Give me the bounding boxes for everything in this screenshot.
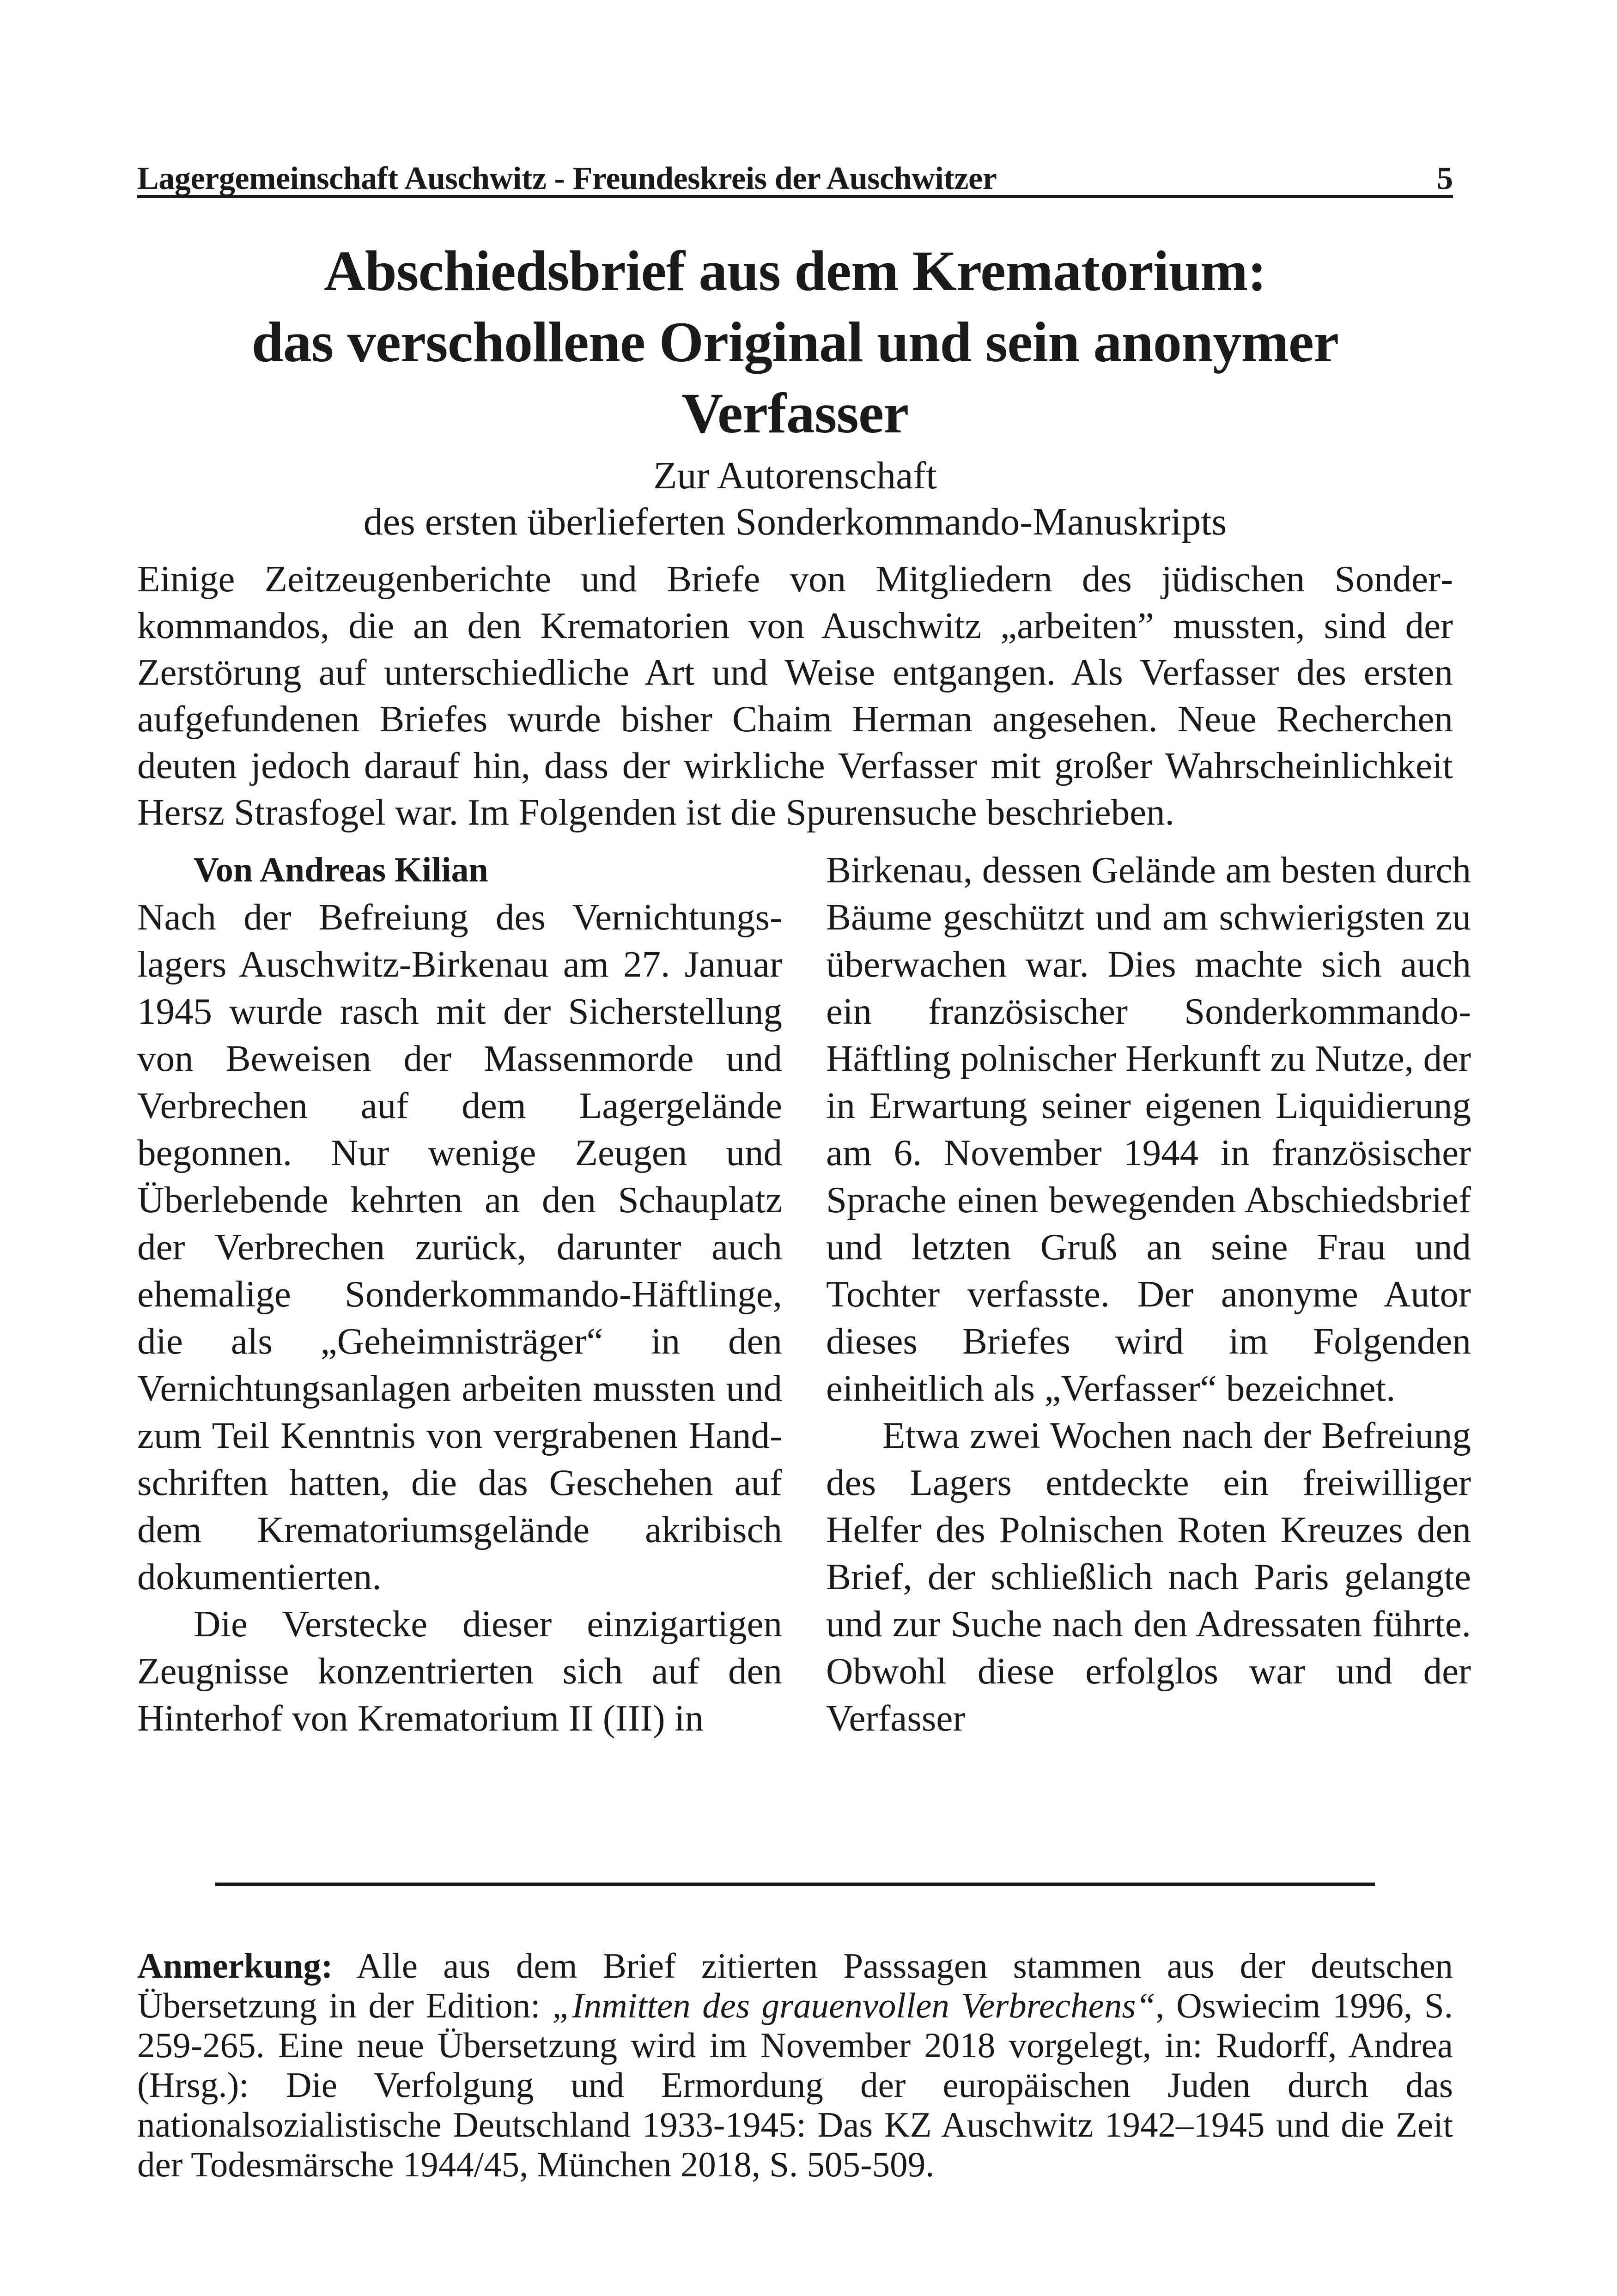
footnote-text: Alle aus dem Brief zitierten Passsagen stammen aus der deutschen Übersetzung in der Edition: — [137, 1946, 1453, 2025]
article-title — [137, 236, 1453, 449]
author-byline: Von Andreas Kilian — [194, 850, 488, 889]
lead-paragraph: Einige Zeitzeugenberichte und Briefe von Mitgliedern des jüdischen Sonderkommandos, die an den Krematorien von Auschwitz „arbeiten” mussten, sind der Zerstörung auf unterschiedliche Art und Weise entgangen. Als Verfasser des ersten aufgefundenen Briefes wurde bisher Chaim Herman angesehen. Neue Recherchen deuten jedoch darauf hin, dass der wirkliche Verfasser mit großer Wahrscheinlichkeit Hersz Strasfogel war. Im Folgenden ist die Spurensuche beschrieben. — [137, 558, 1453, 833]
body-paragraph: Die Verstecke dieser einzigartigen Zeugnisse konzentrierten sich auf den Hinterhof von Krematorium II (III) in — [137, 1603, 782, 1739]
page-number: 5 — [1437, 161, 1453, 196]
right-column — [826, 846, 1471, 1742]
article-subtitle-line-2: des ersten überlieferten Sonderkommando-Manuskripts — [363, 500, 1227, 543]
footnote-divider — [215, 1883, 1375, 1886]
article-title-line-1: Abschiedsbrief aus dem Krematorium: — [324, 239, 1266, 303]
left-column — [137, 846, 782, 1742]
article-title-line-2: das verschollene Original und sein anonymer Verfasser — [251, 310, 1339, 445]
article-subtitle — [137, 453, 1453, 545]
article-subtitle-line-1: Zur Autorenschaft — [653, 454, 937, 497]
running-header — [137, 163, 1453, 198]
body-paragraph: Etwa zwei Wochen nach der Befreiung des Lagers entdeckte ein freiwilliger Helfer des Polnischen Roten Kreuzes den Brief, der schließlich nach Paris gelangte und zur Suche nach den Adressaten führte. Obwohl diese erfolglos war und der Verfasser — [826, 1415, 1471, 1739]
footnote — [137, 1946, 1453, 2184]
body-paragraph: Birkenau, dessen Gelände am besten durch Bäume geschützt und am schwierigsten zu überwachen war. Dies machte sich auch ein französischer Sonderkommando-Häftling polnischer Herkunft zu Nutze, der in Erwartung seiner eigenen Liquidierung am 6. November 1944 in französischer Sprache einen bewegenden Abschiedsbrief und letzten Gruß an seine Frau und Tochter verfasste. Der anonyme Autor dieses Briefes wird im Folgenden einheitlich als „Verfasser“ bezeichnet. — [826, 849, 1471, 1409]
footnote-label: Anmerkung: — [137, 1946, 333, 1986]
header-title: Lagergemeinschaft Auschwitz - Freundeskreis der Auschwitzer — [137, 161, 997, 196]
body-paragraph: Nach der Befreiung des Vernichtungslagers Auschwitz-Birkenau am 27. Januar 1945 wurde rasch mit der Sicherstellung von Beweisen der Massenmorde und Verbrechen auf dem Lagergelände begonnen. Nur wenige Zeugen und Überlebende kehrten an den Schauplatz der Verbrechen zurück, darunter auch ehemalige Sonderkommando-Häftlinge, die als „Geheimnisträger“ in den Vernichtungsanlagen arbeiten mussten und zum Teil Kenntnis von vergrabenen Handschriften hatten, die das Geschehen auf dem Krematoriumsgelände akribisch dokumentierten. — [137, 896, 782, 1597]
footnote-citation-title: „Inmitten des grauenvollen Verbrechens“ — [552, 1986, 1156, 2025]
article-title-block — [137, 236, 1453, 545]
footnote-text: , Oswiecim 1996, S. 259-265. Eine neue Übersetzung wird im November 2018 vorgelegt, in: Rudorff, Andrea (Hrsg.): Die Verfolgung und Ermordung der europäischen Juden durch das nationalsozialistische Deutschland 1933-1945: Das KZ Auschwitz 1942–1945 und die Zeit der Todesmärsche 1944/45, München 2018, S. 505-509. — [137, 1986, 1453, 2184]
